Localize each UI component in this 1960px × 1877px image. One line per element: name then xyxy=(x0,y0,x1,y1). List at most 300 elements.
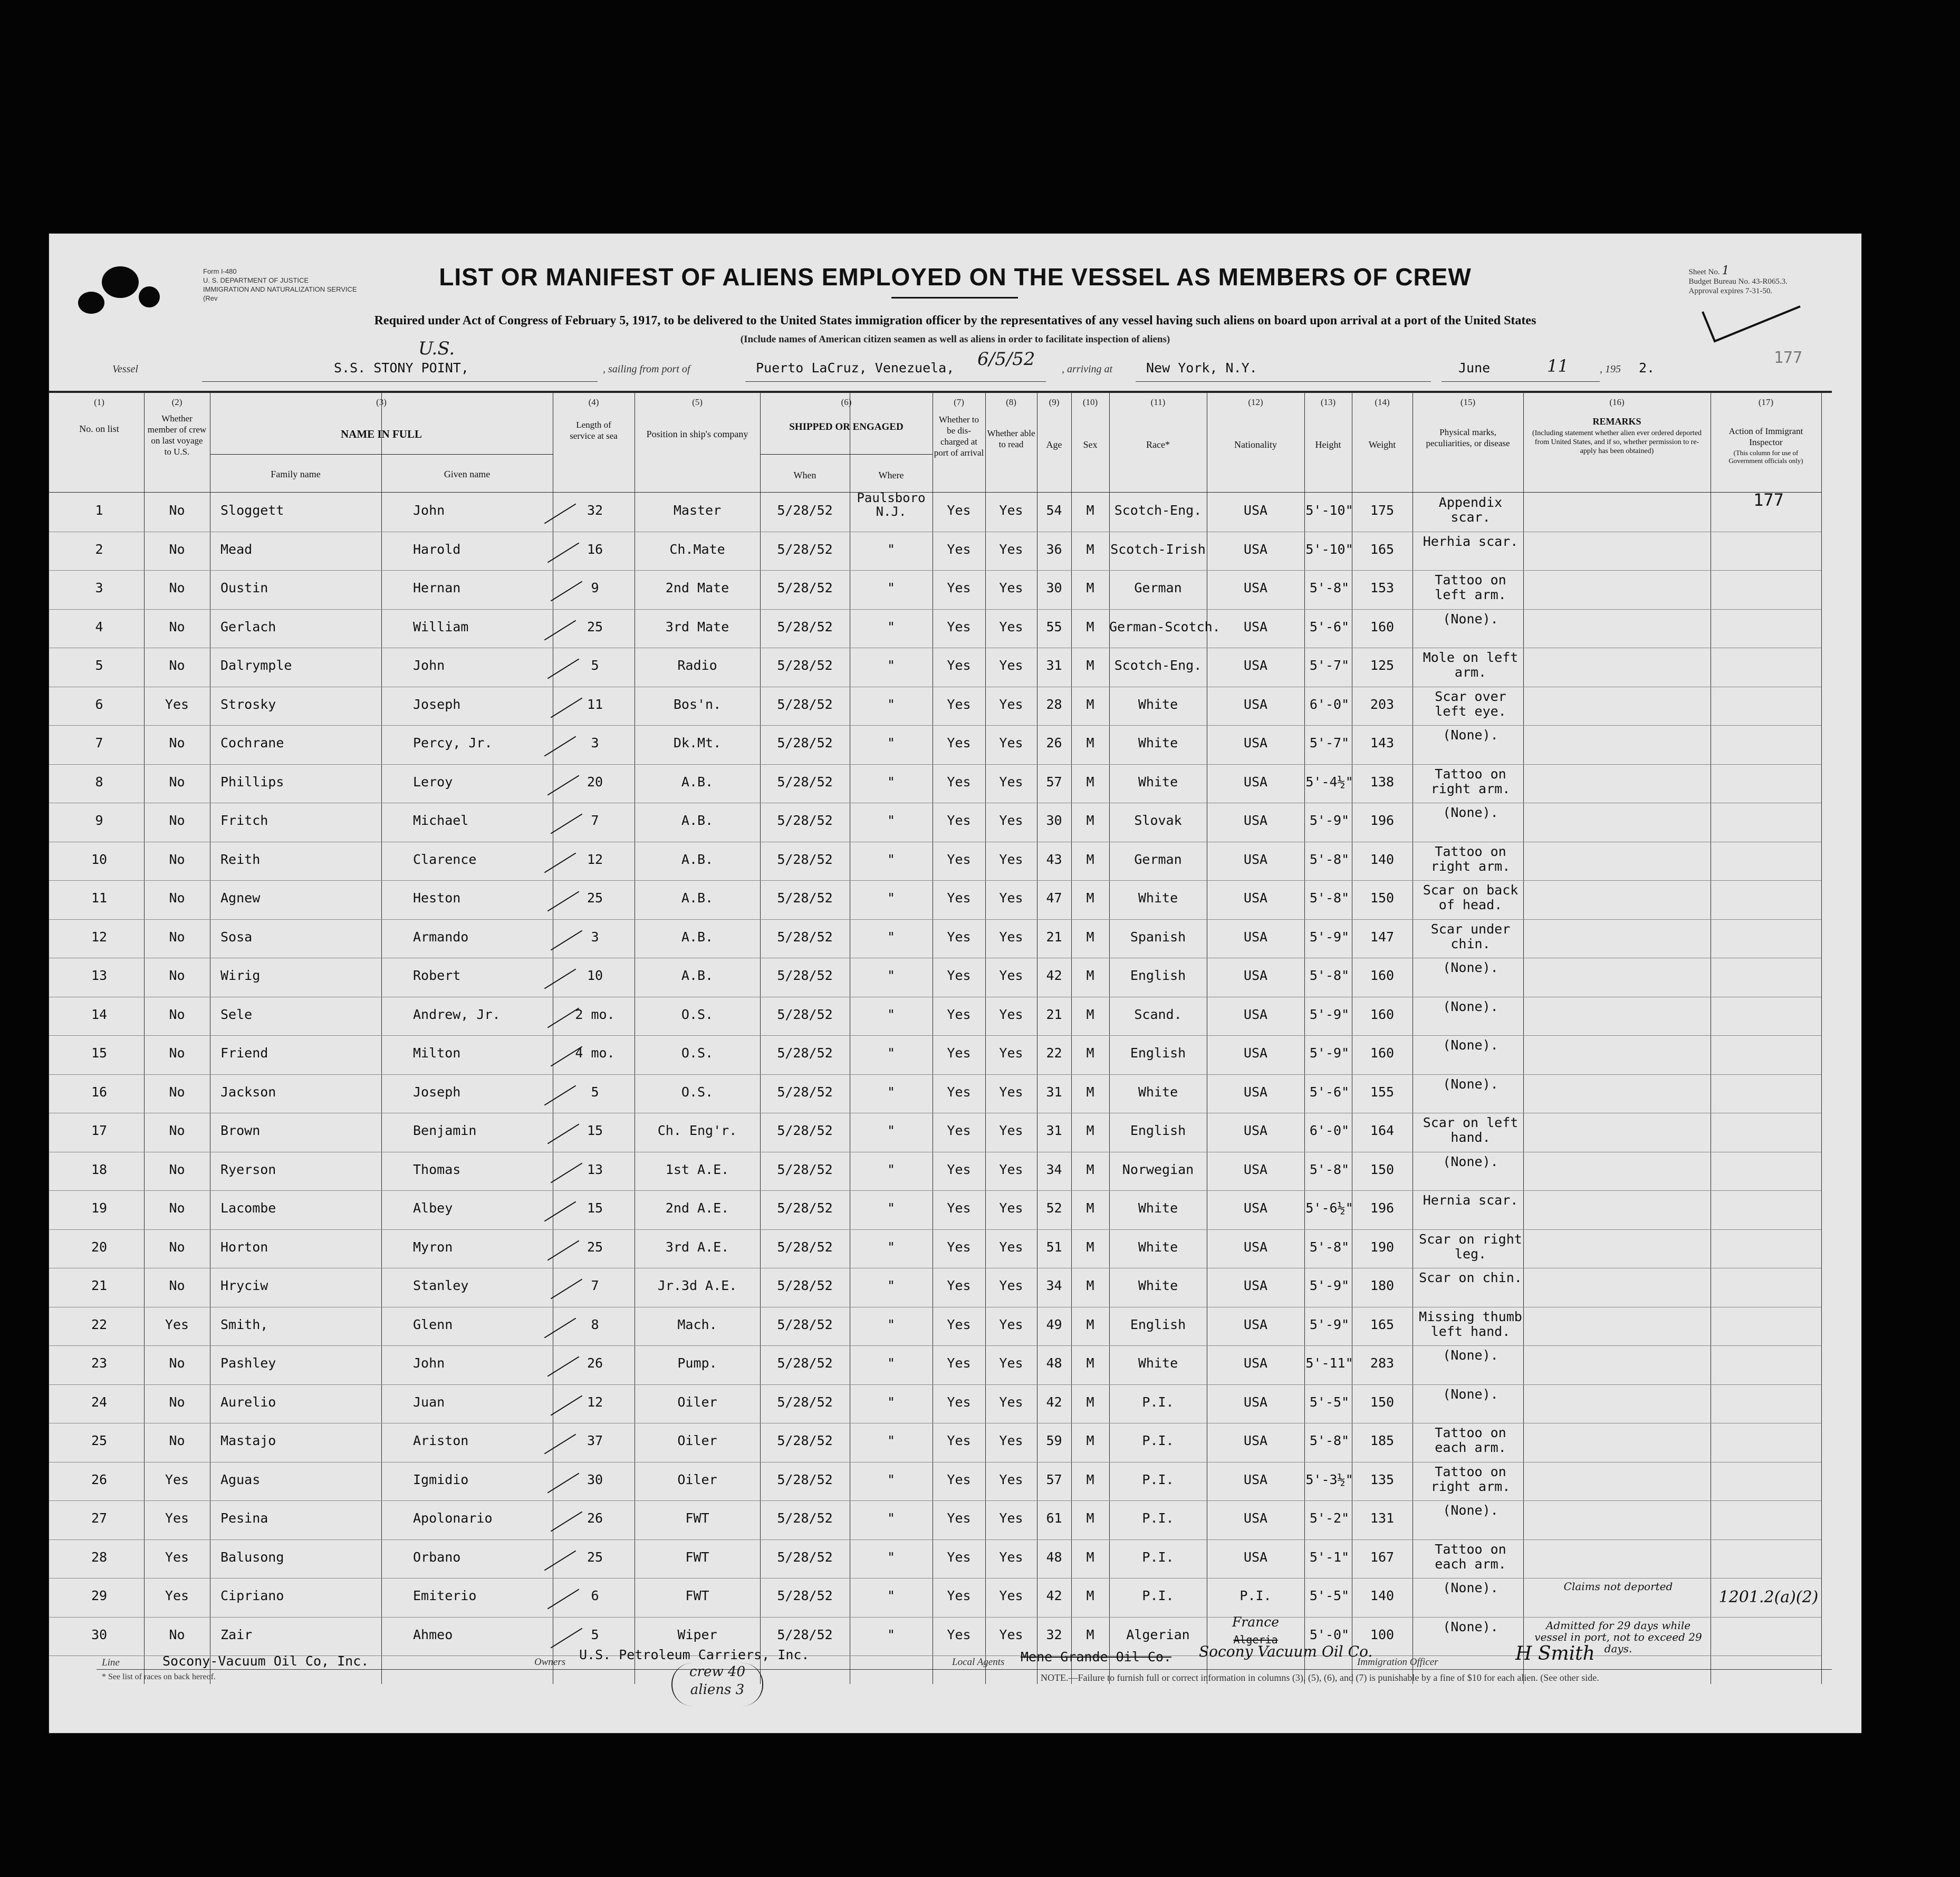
check-mark-icon xyxy=(1700,302,1805,344)
cell-sex: M xyxy=(1086,503,1094,518)
cell-race: White xyxy=(1138,1278,1178,1293)
cell-position: Oiler xyxy=(677,1394,717,1410)
cell-height: 5'-9" xyxy=(1309,1006,1350,1022)
footer-rule xyxy=(97,1669,1832,1670)
table-row xyxy=(49,1578,1861,1618)
cell-member: No xyxy=(169,541,185,557)
cell-service: 6 xyxy=(591,1588,599,1603)
cell-no: 4 xyxy=(95,619,103,634)
cell-given: Thomas xyxy=(413,1161,461,1177)
col-num: (4) xyxy=(588,397,599,407)
cell-service: 10 xyxy=(587,968,603,983)
col-head-weight: Weight xyxy=(1368,439,1396,450)
cell-family: Lacombe xyxy=(220,1200,276,1216)
cell-position: A.B. xyxy=(681,851,714,867)
cell-marks: Tattoo on right arm. xyxy=(1430,766,1511,796)
cell-no: 20 xyxy=(91,1239,108,1255)
cell-given: William xyxy=(413,619,469,634)
cell-service: 5 xyxy=(591,1084,599,1100)
col-head-sex: Sex xyxy=(1083,439,1098,450)
cell-position: FWT xyxy=(685,1510,709,1526)
col-head-height: Height xyxy=(1315,439,1341,450)
cell-given: Heston xyxy=(413,890,461,906)
sailing-date-hand: 6/5/52 xyxy=(977,349,1035,370)
cell-race: Spanish xyxy=(1130,929,1186,945)
cell-family: Fritch xyxy=(220,813,268,828)
cell-position: Jr.3d A.E. xyxy=(657,1278,737,1293)
col-head-remarks: REMARKS xyxy=(1592,416,1641,427)
cell-given: Michael xyxy=(413,813,469,828)
cell-height: 5'-8" xyxy=(1309,851,1350,867)
cell-sex: M xyxy=(1086,1394,1094,1410)
cell-disch: Yes xyxy=(947,851,971,867)
cell-weight: 140 xyxy=(1370,851,1395,867)
cell-height: 5'-9" xyxy=(1309,1316,1350,1332)
cell-family: Ryerson xyxy=(220,1161,276,1177)
cell-when: 5/28/52 xyxy=(777,1278,833,1293)
cell-no: 3 xyxy=(95,580,103,595)
cell-sex: M xyxy=(1086,1355,1094,1371)
cell-service: 12 xyxy=(587,1394,603,1410)
cell-height: 5'-8" xyxy=(1309,968,1350,983)
cell-when: 5/28/52 xyxy=(777,890,833,906)
col-head-given: Given name xyxy=(444,469,491,479)
cell-nat: USA xyxy=(1243,774,1268,790)
cell-race: German xyxy=(1134,580,1182,595)
cell-read: Yes xyxy=(999,1394,1023,1410)
table-row xyxy=(49,1540,1861,1579)
cell-marks: Scar on left hand. xyxy=(1423,1115,1519,1145)
cell-when: 5/28/52 xyxy=(777,580,833,595)
arrival-year: 2. xyxy=(1639,360,1655,376)
cell-age: 26 xyxy=(1046,735,1062,750)
cell-when: 5/28/52 xyxy=(777,813,833,828)
cell-given: John xyxy=(413,658,445,673)
cell-where: " xyxy=(887,774,896,790)
cell-race: Slovak xyxy=(1134,813,1182,828)
cell-marks: (None). xyxy=(1443,1619,1498,1634)
cell-service: 9 xyxy=(591,580,599,595)
col-head-action: Action of Immigrant Inspector xyxy=(1728,426,1803,447)
cell-height: 5'-9" xyxy=(1309,929,1350,945)
cell-age: 59 xyxy=(1046,1433,1062,1448)
cell-read: Yes xyxy=(999,851,1023,867)
cell-sex: M xyxy=(1086,1084,1094,1100)
table-row xyxy=(49,687,1861,726)
cell-age: 52 xyxy=(1046,1200,1062,1216)
cell-race: Scotch-Eng. xyxy=(1114,658,1202,673)
cell-when: 5/28/52 xyxy=(777,1316,833,1332)
cell-nat: USA xyxy=(1243,851,1268,867)
cell-disch: Yes xyxy=(947,1394,971,1410)
cell-member: No xyxy=(169,1200,185,1216)
cell-nat: USA xyxy=(1243,1084,1268,1100)
cell-age: 32 xyxy=(1046,1626,1062,1642)
col-num: (16) xyxy=(1609,397,1625,407)
cell-nat: USA xyxy=(1243,735,1268,750)
cell-age: 42 xyxy=(1046,968,1062,983)
cell-position: A.B. xyxy=(681,890,714,906)
cell-where: " xyxy=(887,619,896,634)
cell-given: John xyxy=(413,1355,445,1371)
cell-read: Yes xyxy=(999,1433,1023,1448)
cell-height: 6'-0" xyxy=(1309,696,1350,712)
cell-nat: USA xyxy=(1243,1045,1268,1061)
cell-position: Pump. xyxy=(677,1355,717,1371)
cell-race: Scotch-Eng. xyxy=(1114,503,1202,518)
cell-nat: USA xyxy=(1243,580,1268,595)
cell-no: 11 xyxy=(91,890,108,906)
title-underline xyxy=(891,297,1018,299)
cell-where: " xyxy=(887,696,896,712)
cell-read: Yes xyxy=(999,929,1023,945)
cell-where: " xyxy=(887,1355,896,1371)
cell-family: Reith xyxy=(220,851,261,867)
cell-disch: Yes xyxy=(947,1433,971,1448)
cell-nat: USA xyxy=(1243,1355,1268,1371)
cell-position: 3rd Mate xyxy=(665,619,729,634)
cell-family: Aurelio xyxy=(220,1394,276,1410)
cell-sex: M xyxy=(1086,1006,1094,1022)
cell-disch: Yes xyxy=(947,619,971,634)
cell-disch: Yes xyxy=(947,1278,971,1293)
cell-position: A.B. xyxy=(681,813,714,828)
cell-given: Clarence xyxy=(413,851,477,867)
stamp-number: 177 xyxy=(1774,349,1803,367)
cell-weight: 203 xyxy=(1370,696,1395,712)
col-num: (13) xyxy=(1320,397,1336,407)
cell-no: 22 xyxy=(91,1316,108,1332)
cell-race: German xyxy=(1134,851,1182,867)
cell-when: 5/28/52 xyxy=(777,1549,833,1565)
cell-read: Yes xyxy=(999,735,1023,750)
cell-read: Yes xyxy=(999,1278,1023,1293)
cell-where: " xyxy=(887,541,896,557)
cell-read: Yes xyxy=(999,774,1023,790)
cell-race: Algerian xyxy=(1126,1626,1190,1642)
cell-disch: Yes xyxy=(947,1123,971,1138)
cell-read: Yes xyxy=(999,1161,1023,1177)
cell-member: No xyxy=(169,658,185,673)
sailing-label: , sailing from port of xyxy=(603,363,690,375)
col-head-remarks-note: (Including statement whether alien ever ordered deported from United States, and if so, whether permission to re-apply has been obtained) xyxy=(1532,429,1702,455)
cell-member: No xyxy=(169,619,185,634)
cell-read: Yes xyxy=(999,503,1023,518)
cell-sex: M xyxy=(1086,1626,1094,1642)
cell-where: " xyxy=(887,890,896,906)
col-num: (9) xyxy=(1049,397,1060,407)
col-num: (17) xyxy=(1758,397,1774,407)
cell-where: " xyxy=(887,1394,896,1410)
cell-service: 7 xyxy=(591,1278,599,1293)
cell-no: 9 xyxy=(95,813,103,828)
cell-sex: M xyxy=(1086,1510,1094,1526)
cell-service: 7 xyxy=(591,813,599,828)
cell-position: O.S. xyxy=(681,1006,714,1022)
cell-when: 5/28/52 xyxy=(777,851,833,867)
cell-given: Myron xyxy=(413,1239,453,1255)
table-row xyxy=(49,1191,1861,1230)
agents-name: Mene Grande Oil Co. xyxy=(1021,1649,1171,1664)
agents-label: Local Agents xyxy=(952,1657,1005,1668)
cell-race: P.I. xyxy=(1142,1394,1174,1410)
cell-weight: 135 xyxy=(1370,1471,1395,1487)
cell-service: 20 xyxy=(587,774,603,790)
cell-member: No xyxy=(169,503,185,518)
cell-marks: Tattoo on each arm. xyxy=(1435,1425,1506,1455)
cell-nat: USA xyxy=(1243,619,1268,634)
col-num: (1) xyxy=(94,397,104,407)
cell-family: Jackson xyxy=(220,1084,276,1100)
cell-position: A.B. xyxy=(681,968,714,983)
cell-nat: USA xyxy=(1243,541,1268,557)
cell-height: 5'-4½" xyxy=(1305,774,1353,790)
cell-service: 13 xyxy=(587,1161,603,1177)
cell-nat: USA xyxy=(1243,658,1268,673)
cell-service: 3 xyxy=(591,929,599,945)
cell-sex: M xyxy=(1086,1161,1094,1177)
cell-height: 5'-8" xyxy=(1309,580,1350,595)
table-row xyxy=(49,1423,1861,1462)
col-num: (8) xyxy=(1006,397,1016,407)
cell-nat: USA xyxy=(1243,1394,1268,1410)
cell-family: Sosa xyxy=(220,929,253,945)
cell-marks: Tattoo on left arm. xyxy=(1435,572,1506,602)
cell-disch: Yes xyxy=(947,929,971,945)
cell-weight: 131 xyxy=(1370,1510,1395,1526)
vessel-underline xyxy=(202,381,598,382)
cell-weight: 150 xyxy=(1370,1161,1395,1177)
cell-nat: USA xyxy=(1243,1123,1268,1138)
cell-age: 21 xyxy=(1046,929,1062,945)
cell-sex: M xyxy=(1086,619,1094,634)
cell-sex: M xyxy=(1086,851,1094,867)
cell-no: 26 xyxy=(91,1471,108,1487)
cell-service: 25 xyxy=(587,1239,603,1255)
cell-age: 43 xyxy=(1046,851,1062,867)
cell-service: 26 xyxy=(587,1510,603,1526)
cell-marks: (None). xyxy=(1443,1153,1498,1169)
cell-no: 30 xyxy=(91,1626,108,1642)
cell-disch: Yes xyxy=(947,1316,971,1332)
cell-age: 42 xyxy=(1046,1394,1062,1410)
cell-read: Yes xyxy=(999,1084,1023,1100)
cell-height: 5'-5" xyxy=(1309,1588,1350,1603)
cell-weight: 190 xyxy=(1370,1239,1395,1255)
cell-age: 42 xyxy=(1046,1588,1062,1603)
cell-no: 12 xyxy=(91,929,108,945)
cell-weight: 165 xyxy=(1370,1316,1395,1332)
cell-when: 5/28/52 xyxy=(777,658,833,673)
cell-service: 32 xyxy=(587,503,603,518)
cell-no: 6 xyxy=(95,696,103,712)
cell-nat: USA xyxy=(1243,696,1268,712)
cell-marks: Scar on chin. xyxy=(1419,1270,1522,1285)
cell-read: Yes xyxy=(999,1200,1023,1216)
year-label: , 195 xyxy=(1600,363,1621,375)
cell-height: 5'-7" xyxy=(1309,735,1350,750)
cell-no: 17 xyxy=(91,1123,108,1138)
cell-age: 61 xyxy=(1046,1510,1062,1526)
cell-weight: 100 xyxy=(1370,1626,1395,1642)
cell-service: 30 xyxy=(587,1471,603,1487)
cell-position: Ch.Mate xyxy=(669,541,725,557)
cell-height: 5'-6" xyxy=(1309,619,1350,634)
cell-weight: 155 xyxy=(1370,1084,1395,1100)
cell-weight: 164 xyxy=(1370,1123,1395,1138)
cell-marks: (None). xyxy=(1443,998,1498,1014)
cell-race: White xyxy=(1138,1239,1178,1255)
cell-height: 5'-5" xyxy=(1309,1394,1350,1410)
cell-no: 24 xyxy=(91,1394,108,1410)
cell-where: " xyxy=(887,851,896,867)
cell-family: Mastajo xyxy=(220,1433,276,1448)
cell-age: 31 xyxy=(1046,1084,1062,1100)
cell-disch: Yes xyxy=(947,1626,971,1642)
cell-no: 18 xyxy=(91,1161,108,1177)
cell-service: 3 xyxy=(591,735,599,750)
table-row xyxy=(49,842,1861,881)
table-row xyxy=(49,997,1861,1036)
cell-when: 5/28/52 xyxy=(777,696,833,712)
cell-disch: Yes xyxy=(947,541,971,557)
col-head-when: When xyxy=(793,470,816,480)
cell-race: English xyxy=(1130,1123,1186,1138)
cell-race: White xyxy=(1138,774,1178,790)
cell-where: " xyxy=(887,1123,896,1138)
cell-race: German-Scotch. xyxy=(1109,619,1221,634)
cell-weight: 160 xyxy=(1370,1006,1395,1022)
cell-service: 16 xyxy=(587,541,603,557)
cell-no: 2 xyxy=(95,541,103,557)
cell-service: 2 mo. xyxy=(575,1006,615,1022)
cell-marks: (None). xyxy=(1443,1503,1498,1518)
cell-where: " xyxy=(887,1161,896,1177)
cell-given: Hernan xyxy=(413,580,461,595)
cell-marks: Tattoo on right arm. xyxy=(1430,843,1511,874)
cell-where: " xyxy=(887,1316,896,1332)
crew-count-note xyxy=(671,1663,763,1706)
cell-given: Orbano xyxy=(413,1549,461,1565)
cell-given: Armando xyxy=(413,929,469,945)
cell-read: Yes xyxy=(999,541,1023,557)
table-row xyxy=(49,610,1861,649)
crew-count: crew 40 xyxy=(689,1664,745,1680)
page-title: LIST OR MANIFEST OF ALIENS EMPLOYED ON THE VESSEL AS MEMBERS OF CREW xyxy=(439,263,1472,291)
cell-read: Yes xyxy=(999,1549,1023,1565)
cell-position: FWT xyxy=(685,1549,709,1565)
cell-read: Yes xyxy=(999,890,1023,906)
cell-weight: 196 xyxy=(1370,813,1395,828)
cell-member: No xyxy=(169,1045,185,1061)
cell-age: 31 xyxy=(1046,1123,1062,1138)
cell-position: FWT xyxy=(685,1588,709,1603)
cell-no: 14 xyxy=(91,1006,108,1022)
cell-height: 5'-8" xyxy=(1309,1433,1350,1448)
cell-service: 4 mo. xyxy=(575,1045,615,1061)
vessel-name: S.S. STONY POINT, xyxy=(334,360,469,376)
cell-height: 5'-6½" xyxy=(1305,1200,1353,1216)
cell-no: 19 xyxy=(91,1200,108,1216)
cell-when: 5/28/52 xyxy=(777,1084,833,1100)
cell-race: P.I. xyxy=(1142,1549,1174,1565)
table-row xyxy=(49,648,1861,687)
cell-no: 15 xyxy=(91,1045,108,1061)
cell-family: Strosky xyxy=(220,696,276,712)
cell-when: 5/28/52 xyxy=(777,1161,833,1177)
cell-where: " xyxy=(887,1006,896,1022)
cell-marks: Tattoo on each arm. xyxy=(1435,1541,1506,1572)
cell-age: 22 xyxy=(1046,1045,1062,1061)
cell-nat: USA xyxy=(1243,1161,1268,1177)
cell-member: No xyxy=(169,1239,185,1255)
page-subtitle: Required under Act of Congress of February 5, 1917, to be delivered to the United States immigration officer by the representatives of any vessel having such aliens on board upon arrival at a port of the United States xyxy=(374,314,1536,328)
col-num: (15) xyxy=(1460,397,1476,407)
cell-position: A.B. xyxy=(681,774,714,790)
cell-family: Smith, xyxy=(220,1316,268,1332)
cell-when: 5/28/52 xyxy=(777,1123,833,1138)
cell-position: 3rd A.E. xyxy=(665,1239,729,1255)
cell-action: 177 xyxy=(1753,490,1784,510)
vessel-label: Vessel xyxy=(112,363,138,375)
cell-where: " xyxy=(887,1510,896,1526)
cell-when: 5/28/52 xyxy=(777,1510,833,1526)
cell-nat: USA xyxy=(1243,1433,1268,1448)
cell-read: Yes xyxy=(999,619,1023,634)
cell-when: 5/28/52 xyxy=(777,1626,833,1642)
cell-sex: M xyxy=(1086,1239,1094,1255)
cell-where: " xyxy=(887,1200,896,1216)
cell-disch: Yes xyxy=(947,1239,971,1255)
cell-sex: M xyxy=(1086,1588,1094,1603)
cell-age: 49 xyxy=(1046,1316,1062,1332)
cell-no: 16 xyxy=(91,1084,108,1100)
cell-position: 2nd A.E. xyxy=(665,1200,729,1216)
cell-member: No xyxy=(169,1355,185,1371)
cell-race: White xyxy=(1138,890,1178,906)
cell-race: P.I. xyxy=(1142,1588,1174,1603)
cell-sex: M xyxy=(1086,813,1094,828)
cell-service: 8 xyxy=(591,1316,599,1332)
col-head-age: Age xyxy=(1046,439,1062,450)
cell-read: Yes xyxy=(999,1471,1023,1487)
cell-weight: 167 xyxy=(1370,1549,1395,1565)
cell-family: Dalrymple xyxy=(220,658,292,673)
vessel-hand-note: U.S. xyxy=(418,338,455,359)
cell-age: 54 xyxy=(1046,503,1062,518)
col-head-marks: Physical marks, peculiarities, or disease xyxy=(1426,427,1510,448)
col-head-where: Where xyxy=(878,470,904,480)
cell-family: Horton xyxy=(220,1239,268,1255)
cell-read: Yes xyxy=(999,1123,1023,1138)
cell-sex: M xyxy=(1086,696,1094,712)
cell-when: 5/28/52 xyxy=(777,1471,833,1487)
cell-marks: (None). xyxy=(1443,1580,1498,1595)
cell-disch: Yes xyxy=(947,1549,971,1565)
cell-service: 15 xyxy=(587,1200,603,1216)
cell-sex: M xyxy=(1086,1123,1094,1138)
owners-label: Owners xyxy=(534,1657,566,1668)
cell-member: No xyxy=(169,580,185,595)
cell-position: 1st A.E. xyxy=(665,1161,729,1177)
cell-when: 5/28/52 xyxy=(777,1588,833,1603)
cell-height: 5'-11" xyxy=(1305,1355,1353,1371)
cell-marks: Scar on back of head. xyxy=(1423,882,1519,912)
cell-member: No xyxy=(169,1123,185,1138)
cell-sex: M xyxy=(1086,774,1094,790)
cell-race: White xyxy=(1138,696,1178,712)
cell-member: No xyxy=(169,968,185,983)
